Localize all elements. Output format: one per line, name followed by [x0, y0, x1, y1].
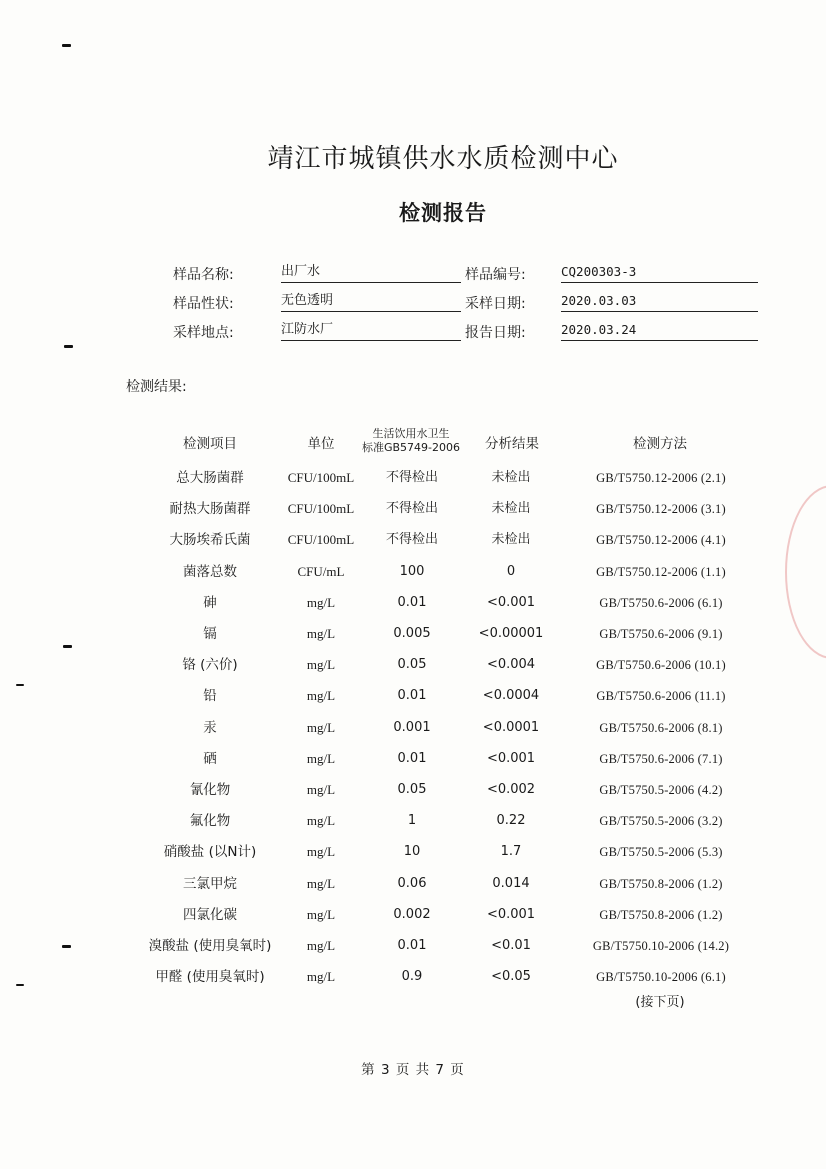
cell-standard: 100: [399, 563, 425, 579]
report-date-value: 2020.03.24: [561, 321, 758, 341]
header-standard-line1: 生活饮用水卫生: [372, 427, 450, 440]
cell-method: GB/T5750.5-2006 (5.3): [599, 845, 723, 860]
cell-unit: CFU/mL: [297, 563, 345, 579]
header-standard: [356, 427, 466, 455]
binder-mark: [62, 44, 71, 47]
cell-standard: 0.06: [397, 875, 427, 891]
cell-unit: mg/L: [306, 750, 336, 766]
table-row: [0, 498, 826, 520]
sampling-date-label: 采样日期:: [465, 296, 526, 312]
cell-result: <0.0004: [482, 688, 540, 704]
cell-result: 0: [506, 563, 516, 579]
cell-item: 铬 (六价): [182, 657, 238, 674]
binder-mark: [16, 984, 24, 986]
table-row: [0, 654, 826, 676]
report-title: 检测报告: [399, 201, 487, 225]
binder-mark: [16, 684, 24, 686]
sampling-location-label: 采样地点:: [173, 325, 234, 341]
table-row: [0, 467, 826, 489]
cell-unit: CFU/100mL: [287, 470, 355, 485]
cell-standard: 0.9: [401, 969, 423, 985]
cell-unit: CFU/100mL: [287, 532, 355, 548]
table-row: [0, 966, 826, 988]
cell-method: GB/T5750.6-2006 (11.1): [596, 689, 726, 704]
cell-standard: 0.01: [397, 938, 427, 953]
cell-item: 氟化物: [189, 813, 231, 830]
cell-result: 未检出: [491, 501, 531, 517]
cell-standard: 不得检出: [385, 470, 438, 485]
sample-state-label: 样品性状:: [173, 296, 234, 312]
cell-method: GB/T5750.12-2006 (1.1): [596, 564, 726, 579]
binder-mark: [63, 645, 72, 648]
sampling-location-value: 江防水厂: [281, 321, 461, 341]
continued-note: (接下页): [635, 995, 685, 1010]
cell-unit: mg/L: [306, 813, 336, 829]
cell-item: 氰化物: [189, 782, 231, 798]
cell-result: 未检出: [491, 470, 531, 485]
cell-method: GB/T5750.8-2006 (1.2): [599, 907, 723, 922]
cell-item: 溴酸盐 (使用臭氧时): [148, 938, 272, 954]
sample-name-label: 样品名称:: [173, 267, 234, 283]
cell-unit: mg/L: [306, 626, 336, 641]
table-row: [0, 561, 826, 583]
cell-unit: mg/L: [306, 875, 336, 891]
cell-result: <0.004: [486, 657, 536, 673]
header-method: 检测方法: [633, 436, 687, 452]
cell-method: GB/T5750.5-2006 (3.2): [599, 814, 723, 829]
cell-standard: 0.005: [393, 626, 431, 641]
table-row: [0, 873, 826, 895]
cell-standard: 0.001: [393, 719, 431, 735]
binder-mark: [62, 945, 71, 948]
cell-result: 0.014: [492, 875, 530, 891]
cell-method: GB/T5750.12-2006 (4.1): [596, 533, 726, 548]
cell-result: <0.00001: [478, 626, 544, 641]
cell-standard: 10: [403, 844, 421, 860]
cell-unit: mg/L: [306, 657, 336, 673]
table-row: [0, 623, 826, 645]
sample-id-value: CQ200303-3: [561, 263, 758, 283]
cell-item: 大肠埃希氏菌: [169, 532, 251, 549]
cell-item: 四氯化碳: [183, 906, 237, 923]
cell-method: GB/T5750.10-2006 (14.2): [592, 939, 730, 953]
report-date-label: 报告日期:: [465, 325, 526, 341]
cell-result: <0.0001: [482, 719, 540, 735]
cell-method: GB/T5750.5-2006 (4.2): [599, 783, 723, 797]
header-unit: 单位: [307, 436, 335, 452]
sampling-date-value: 2020.03.03: [561, 292, 758, 312]
cell-result: <0.01: [491, 938, 531, 953]
sample-name-value: 出厂水: [281, 263, 461, 283]
header-item: 检测项目: [183, 436, 237, 452]
cell-method: GB/T5750.12-2006 (3.1): [596, 502, 726, 517]
cell-method: GB/T5750.6-2006 (8.1): [599, 720, 723, 735]
table-row: [0, 935, 826, 957]
cell-unit: mg/L: [306, 594, 336, 610]
cell-standard: 0.05: [397, 657, 427, 673]
cell-method: GB/T5750.6-2006 (7.1): [599, 751, 723, 766]
table-row: [0, 779, 826, 801]
cell-method: GB/T5750.10-2006 (6.1): [596, 970, 726, 985]
header-standard-line2: 标准GB5749-2006: [361, 441, 461, 454]
cell-result: 0.22: [496, 813, 526, 829]
cell-standard: 0.01: [397, 594, 427, 610]
cell-item: 总大肠菌群: [176, 470, 244, 486]
cell-item: 三氯甲烷: [183, 875, 237, 892]
table-row: [0, 904, 826, 926]
cell-standard: 不得检出: [385, 532, 438, 548]
cell-result: 1.7: [500, 844, 522, 860]
cell-unit: mg/L: [306, 906, 336, 922]
cell-result: <0.001: [486, 594, 536, 610]
cell-standard: 0.01: [397, 688, 427, 704]
cell-item: 汞: [203, 719, 217, 736]
table-row: [0, 529, 826, 551]
cell-result: 未检出: [491, 532, 531, 548]
cell-unit: mg/L: [306, 719, 336, 735]
binder-mark: [64, 345, 73, 348]
cell-result: <0.05: [491, 969, 531, 985]
table-row: [0, 592, 826, 614]
cell-item: 铅: [203, 688, 217, 705]
cell-method: GB/T5750.8-2006 (1.2): [599, 876, 723, 891]
cell-unit: mg/L: [306, 938, 336, 953]
cell-result: <0.001: [486, 906, 536, 922]
cell-standard: 0.002: [393, 906, 431, 922]
cell-result: <0.002: [486, 782, 536, 797]
cell-standard: 1: [407, 813, 417, 829]
results-section-label: 检测结果:: [126, 379, 187, 395]
table-row: [0, 841, 826, 863]
cell-item: 菌落总数: [183, 563, 237, 580]
cell-item: 砷: [203, 594, 217, 611]
cell-unit: CFU/100mL: [287, 501, 355, 517]
cell-standard: 不得检出: [385, 501, 438, 517]
table-row: [0, 810, 826, 832]
sample-id-label: 样品编号:: [465, 267, 526, 283]
cell-unit: mg/L: [306, 844, 336, 860]
page-number: 第 3 页 共 7 页: [361, 1062, 465, 1078]
cell-unit: mg/L: [306, 688, 336, 704]
cell-method: GB/T5750.6-2006 (9.1): [599, 627, 723, 641]
table-row: [0, 717, 826, 739]
cell-item: 耐热大肠菌群: [169, 501, 251, 518]
cell-method: GB/T5750.6-2006 (10.1): [596, 658, 726, 673]
cell-result: <0.001: [486, 750, 536, 766]
cell-method: GB/T5750.6-2006 (6.1): [599, 595, 723, 610]
cell-item: 硒: [203, 750, 217, 767]
cell-standard: 0.01: [397, 750, 427, 766]
cell-standard: 0.05: [397, 782, 427, 797]
cell-unit: mg/L: [306, 969, 336, 985]
header-result: 分析结果: [485, 436, 539, 452]
cell-unit: mg/L: [306, 782, 336, 797]
sample-state-value: 无色透明: [281, 292, 461, 312]
table-row: [0, 685, 826, 707]
cell-method: GB/T5750.12-2006 (2.1): [596, 471, 726, 485]
cell-item: 甲醛 (使用臭氧时): [155, 969, 265, 986]
testing-center-name: 靖江市城镇供水水质检测中心: [267, 144, 619, 174]
table-row: [0, 748, 826, 770]
cell-item: 硝酸盐 (以N计): [163, 844, 257, 861]
cell-item: 镉: [203, 626, 217, 642]
